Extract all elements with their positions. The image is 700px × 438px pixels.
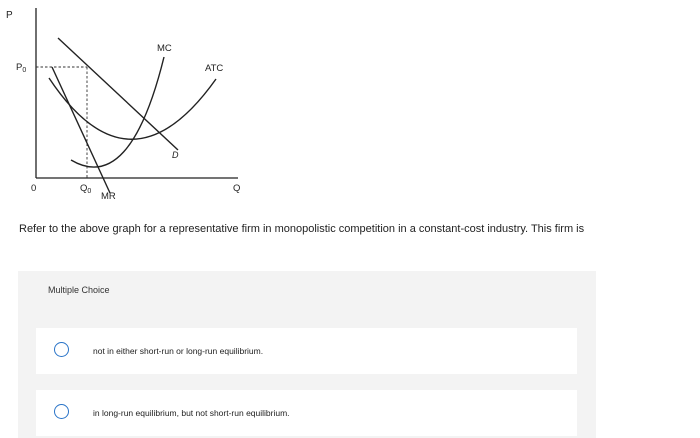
mc-label: MC <box>157 43 172 54</box>
marginal-revenue-curve <box>52 67 110 193</box>
origin-label: 0 <box>31 183 37 194</box>
axis-y-label: P <box>6 10 13 21</box>
radio-button-icon[interactable] <box>54 404 69 419</box>
radio-button-icon[interactable] <box>54 342 69 357</box>
quantity-label: $Q_0$ <box>80 183 92 195</box>
answer-option-label: in long-run equilibrium, but not short-run equilibrium. <box>93 408 290 418</box>
answer-option-1[interactable] <box>36 328 577 374</box>
marginal-cost-curve <box>71 57 164 167</box>
economics-graph <box>0 0 260 210</box>
axis-x-label: Q <box>233 183 241 194</box>
atc-label: ATC <box>205 63 224 74</box>
answer-option-2[interactable] <box>36 390 577 436</box>
demand-label: D <box>172 150 179 160</box>
mr-label: MR <box>101 191 116 202</box>
answer-option-label: not in either short-run or long-run equilibrium. <box>93 346 264 356</box>
multiple-choice-panel <box>18 271 596 438</box>
demand-curve <box>58 38 178 150</box>
question-text: Refer to the above graph for a representative firm in monopolistic competition in a constant-cost industry. This firm is <box>19 223 585 235</box>
average-total-cost-curve <box>49 78 216 139</box>
price-label: $P_0$ <box>16 62 27 74</box>
multiple-choice-header: Multiple Choice <box>48 285 110 295</box>
